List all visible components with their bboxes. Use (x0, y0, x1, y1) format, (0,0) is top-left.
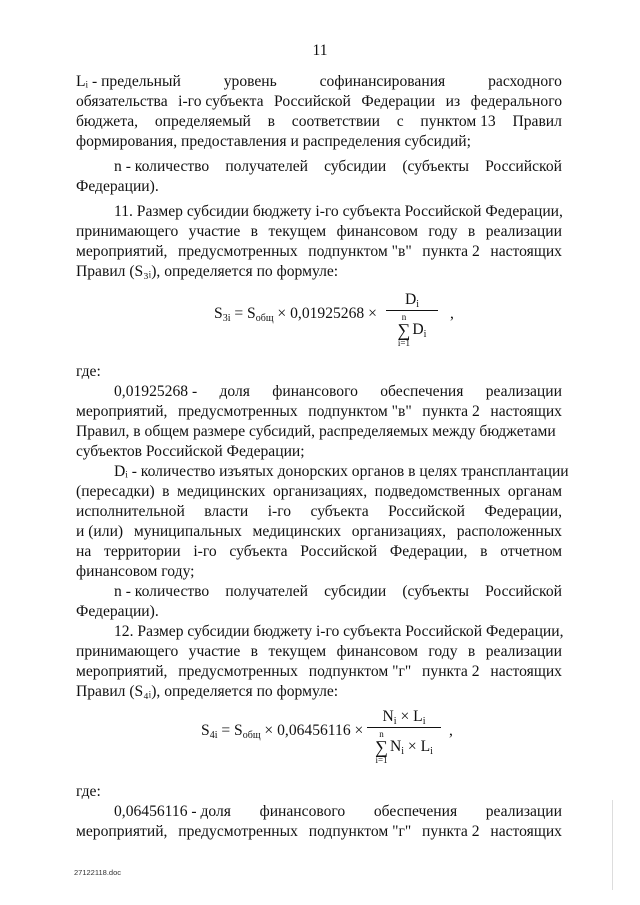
text-segment: подведомственных (374, 483, 501, 500)
formula-s4i-num-a-sub: i (393, 716, 397, 727)
text-segment: получателей (225, 158, 308, 175)
text-segment: обязательства (76, 93, 168, 110)
text-segment: i-го субъекта (178, 93, 264, 110)
text-segment: Правил, в общем размере субсидий, распределяемых между бюджетами (76, 423, 556, 440)
text-line (76, 822, 562, 842)
text-segment: на (76, 543, 92, 560)
text-segment: соответствии (291, 113, 380, 130)
text-segment: 12. Размер субсидии бюджету i-го субъекта Российской Федерации, (114, 623, 564, 640)
text-segment: где: (76, 363, 101, 380)
text-segment: 0,06456116 - доля (114, 803, 231, 820)
text-segment: настоящих (490, 403, 562, 420)
formula-s4i (201, 708, 461, 773)
text-segment: субъекта (229, 543, 288, 560)
text-segment: отчетном (500, 543, 562, 560)
text-segment: участие (188, 643, 241, 660)
text-segment: исполнительной (76, 503, 185, 520)
formula-s4i-lhs: S (201, 722, 210, 739)
text-segment: где: (76, 783, 101, 800)
text-segment: Российской (274, 93, 351, 110)
text-line (76, 782, 562, 802)
text-segment: пункта 2 (422, 823, 480, 840)
text-segment: территории (104, 543, 181, 560)
text-line (76, 682, 562, 702)
text-segment: i-го (193, 543, 217, 560)
text-segment: бюджета, (76, 113, 139, 130)
formula-s4i-den-op: × L (403, 737, 431, 755)
text-line (76, 402, 562, 422)
text-segment: участие (188, 223, 241, 240)
text-segment: подпунктом "в" (308, 243, 412, 260)
text-segment: Правил (S₄ᵢ), определяется по формуле: (76, 683, 339, 700)
text-segment: году (428, 223, 458, 240)
text-line (76, 422, 562, 442)
text-line (76, 562, 562, 582)
text-line (114, 582, 562, 602)
text-segment: Российской (485, 158, 562, 175)
formula-s3i-lhs-sub: 3i (222, 313, 231, 324)
formula-s4i-lhs-sub: 4i (209, 730, 218, 741)
text-line (76, 72, 562, 92)
formula-s4i-num-a: N (382, 708, 394, 725)
text-segment: мероприятий, (76, 663, 168, 680)
text-segment: обеспечения (380, 383, 464, 400)
text-segment: Российской (388, 503, 465, 520)
text-line (76, 177, 562, 197)
text-segment: финансовом году; (76, 563, 195, 580)
text-segment: (субъекты (402, 583, 470, 600)
formula-s3i-total-sub: общ (255, 313, 274, 324)
text-line (76, 482, 562, 502)
text-line (76, 112, 562, 132)
text-segment: формирования, предоставления и распределения субсидий; (76, 133, 471, 150)
text-segment: в (467, 223, 476, 240)
text-segment: уровень (223, 73, 277, 90)
formula-s3i-eq: = S (230, 305, 256, 322)
text-segment: n - количество (114, 158, 210, 175)
text-segment: Федерации, (389, 543, 468, 560)
text-segment: Dᵢ - количество изъятых донорских органов в целях трансплантации (114, 463, 569, 480)
text-segment: пункта 2 (422, 403, 480, 420)
text-segment: с (396, 113, 404, 130)
text-segment: n - количество (114, 583, 210, 600)
formula-s4i-fraction (367, 709, 441, 765)
text-line (76, 222, 562, 242)
text-segment: 11. Размер субсидии бюджету i-го субъекта Российской Федерации, (114, 203, 563, 220)
text-line (114, 802, 562, 822)
text-segment: обеспечения (373, 803, 458, 820)
formula-s4i-coef: × 0,06456116 × (260, 722, 364, 739)
text-segment: Федерации). (76, 603, 159, 620)
text-line (76, 542, 562, 562)
text-segment: определяемый (154, 113, 251, 130)
sum-sign: n ∑ i=1 (397, 311, 411, 348)
formula-s3i-denominator-sub: i (423, 328, 427, 340)
formula-s3i (214, 291, 474, 356)
formula-s3i-denominator: D (412, 320, 424, 338)
text-segment: реализации (485, 383, 562, 400)
text-segment: организациях, (272, 483, 368, 500)
text-segment: году (428, 643, 458, 660)
text-segment: Lᵢ - предельный (76, 73, 181, 90)
text-segment: в (267, 113, 276, 130)
formula-s3i-coef: × 0,01925268 × (273, 305, 377, 322)
text-segment: мероприятий, (76, 403, 168, 420)
text-line (76, 242, 562, 262)
text-line (76, 642, 562, 662)
text-segment: реализации (485, 643, 562, 660)
text-segment: органам (507, 483, 562, 500)
text-segment: из (445, 93, 461, 110)
text-segment: в (480, 543, 488, 560)
text-segment: муниципальных (133, 523, 242, 540)
text-line (76, 662, 562, 682)
text-line (76, 602, 562, 622)
text-line (76, 92, 562, 112)
text-segment: субсидии (324, 583, 387, 600)
text-segment: предусмотренных (178, 243, 298, 260)
scan-edge-mark (612, 800, 613, 890)
text-segment: предусмотренных (178, 823, 298, 840)
text-segment: и (или) (76, 523, 124, 540)
text-line (114, 382, 562, 402)
text-segment: получателей (225, 583, 308, 600)
fraction-bar (386, 310, 438, 311)
text-segment: Федерации). (76, 178, 159, 195)
formula-s4i-den-b-sub: i (430, 745, 433, 757)
text-segment: подпунктом "г" (308, 823, 412, 840)
text-segment: софинансирования (319, 73, 446, 90)
text-segment: настоящих (490, 823, 562, 840)
text-segment: текущем (268, 643, 327, 660)
text-segment: 0,01925268 - (114, 383, 198, 400)
text-segment: субъекта (310, 503, 369, 520)
formula-s4i-den-a: N (389, 737, 402, 755)
text-segment: в (250, 643, 259, 660)
formula-s3i-lhs: S (214, 305, 223, 322)
text-line (76, 502, 562, 522)
text-segment: федерального (470, 93, 562, 110)
footer-filename: 27122118.doc (74, 868, 121, 877)
formula-s4i-total-sub: общ (242, 730, 261, 741)
text-segment: пункта 2 (422, 663, 480, 680)
formula-s3i-fraction (386, 292, 438, 348)
text-segment: в (162, 483, 170, 500)
text-segment: мероприятий, (76, 823, 168, 840)
formula-s4i-num-b-sub: i (422, 716, 426, 727)
text-segment: (субъекты (402, 158, 470, 175)
text-segment: пунктом 13 (420, 113, 496, 130)
formula-s4i-den-a-sub: i (401, 745, 404, 757)
text-segment: Российской (485, 583, 562, 600)
text-segment: предусмотренных (178, 663, 298, 680)
text-line (114, 157, 562, 177)
text-segment: в (250, 223, 259, 240)
text-segment: пункта 2 (422, 243, 480, 260)
text-segment: власти (204, 503, 249, 520)
text-segment: финансовом (336, 223, 418, 240)
text-line (114, 462, 569, 482)
sum-sign: n ∑ i=1 (375, 728, 388, 765)
text-segment: реализации (485, 803, 562, 820)
text-segment: реализации (485, 223, 562, 240)
text-segment: медицинских (252, 523, 342, 540)
text-segment: настоящих (490, 663, 562, 680)
text-segment: принимающего (76, 643, 179, 660)
text-segment: (пересадки) (76, 483, 155, 500)
text-segment: настоящих (490, 243, 562, 260)
formula-s3i-tail: , (450, 305, 454, 322)
text-line (76, 362, 562, 382)
formula-s4i-num-op: × L (396, 708, 423, 725)
text-segment: в (467, 643, 476, 660)
text-line (76, 262, 562, 282)
text-segment: i-го (267, 503, 292, 520)
text-line (114, 622, 562, 642)
text-segment: мероприятий, (76, 243, 168, 260)
text-line (76, 442, 562, 462)
text-segment: доля (219, 383, 250, 400)
text-segment: финансового (272, 383, 358, 400)
text-segment: финансовом (336, 643, 418, 660)
text-segment: Российской (300, 543, 378, 560)
text-segment: принимающего (76, 223, 179, 240)
text-segment: Федерации (361, 93, 436, 110)
text-segment: текущем (268, 223, 327, 240)
text-segment: подпунктом "г" (308, 663, 412, 680)
text-line (76, 522, 562, 542)
text-segment: финансового (259, 803, 346, 820)
text-segment: предусмотренных (178, 403, 298, 420)
text-segment: субъектов Российской Федерации; (76, 443, 305, 460)
text-segment: расходного (488, 73, 562, 90)
formula-s4i-tail: , (449, 722, 453, 739)
page-number: 11 (312, 42, 328, 59)
text-segment: медицинских (176, 483, 266, 500)
formula-s3i-numerator-sub: i (416, 299, 420, 310)
text-segment: расположенных (456, 523, 562, 540)
text-line (114, 202, 562, 222)
text-segment: субсидии (324, 158, 387, 175)
text-segment: подпунктом "в" (308, 403, 412, 420)
text-segment: Правил (S₃ᵢ), определяется по формуле: (76, 263, 339, 280)
text-segment: Правил (512, 113, 562, 130)
formula-s3i-numerator: D (404, 291, 417, 308)
text-line (76, 132, 562, 152)
formula-s4i-eq: = S (217, 722, 243, 739)
fraction-bar (367, 727, 441, 728)
text-segment: организациях, (351, 523, 447, 540)
text-segment: Федерации, (484, 503, 562, 520)
